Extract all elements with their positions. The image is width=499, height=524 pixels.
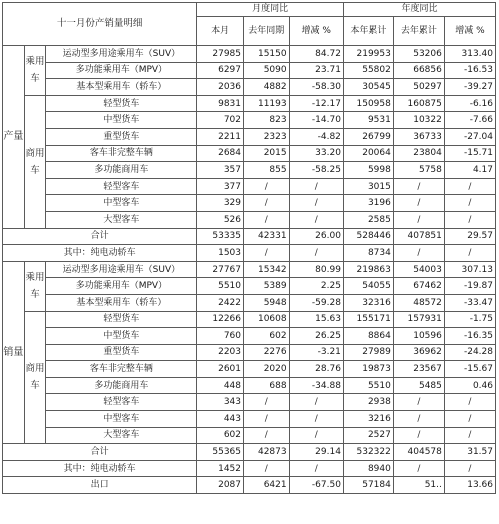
cell-yearly-change: 13.66: [444, 477, 495, 494]
cell-last-year-same: 5389: [244, 278, 290, 295]
table-row: [3, 444, 496, 461]
row-label: 中型客车: [46, 411, 197, 428]
row-label: 重型货车: [46, 128, 197, 145]
table-row: [3, 294, 496, 311]
cell-yearly-change: 29.57: [444, 228, 495, 245]
cell-monthly-change: -59.28: [289, 294, 343, 311]
cell-this-month: 53335: [197, 228, 244, 245]
cell-last-year-same: 5948: [244, 294, 290, 311]
cell-last-year-cum: /: [393, 211, 444, 228]
cell-yearly-change: /: [444, 245, 495, 262]
cell-this-month: 5510: [197, 278, 244, 295]
cell-last-year-cum: 404578: [393, 444, 444, 461]
cell-last-year-same: /: [244, 178, 290, 195]
cell-last-year-same: 11193: [244, 95, 290, 112]
cell-monthly-change: -12.17: [289, 95, 343, 112]
cell-this-month: 12266: [197, 311, 244, 328]
table-row: [3, 178, 496, 195]
table-row: [3, 394, 496, 411]
row-label: 客车非完整车辆: [46, 361, 197, 378]
cell-monthly-change: -67.50: [289, 477, 343, 494]
cell-this-year-cum: 19873: [343, 361, 393, 378]
cell-this-month: 27985: [197, 46, 244, 63]
cell-last-year-cum: 51..: [393, 477, 444, 494]
cell-yearly-change: /: [444, 427, 495, 444]
row-label: 重型货车: [46, 344, 197, 361]
row-label: 轻型客车: [46, 394, 197, 411]
table-row: [3, 112, 496, 129]
yearly-group-header: 年度同比: [343, 3, 495, 17]
table-row: [3, 145, 496, 162]
cell-monthly-change: /: [289, 178, 343, 195]
cell-this-month: 2211: [197, 128, 244, 145]
cell-last-year-cum: 157931: [393, 311, 444, 328]
cell-last-year-same: /: [244, 245, 290, 262]
cell-this-year-cum: 8940: [343, 460, 393, 477]
row-label: 中型客车: [46, 195, 197, 212]
col-last-year-cum: 去年累计: [393, 17, 444, 46]
table-row: [3, 195, 496, 212]
cell-yearly-change: /: [444, 211, 495, 228]
cell-yearly-change: /: [444, 411, 495, 428]
cell-last-year-cum: 48572: [393, 294, 444, 311]
cell-this-year-cum: 528446: [343, 228, 393, 245]
cell-this-month: 2203: [197, 344, 244, 361]
cell-this-year-cum: 219863: [343, 261, 393, 278]
cell-monthly-change: -58.30: [289, 79, 343, 96]
cell-this-year-cum: 26799: [343, 128, 393, 145]
cell-last-year-same: 2020: [244, 361, 290, 378]
cell-yearly-change: -1.75: [444, 311, 495, 328]
col-last-year-same: 去年同期: [244, 17, 290, 46]
cell-this-month: 602: [197, 427, 244, 444]
cell-this-month: 760: [197, 328, 244, 345]
cell-yearly-change: -6.16: [444, 95, 495, 112]
cell-last-year-same: 10608: [244, 311, 290, 328]
cell-last-year-cum: 53206: [393, 46, 444, 63]
row-label: 中型货车: [46, 112, 197, 129]
cell-this-month: 2684: [197, 145, 244, 162]
production-section-label: 产量: [3, 46, 25, 229]
cell-last-year-same: /: [244, 427, 290, 444]
cell-monthly-change: 80.99: [289, 261, 343, 278]
cell-last-year-same: 6421: [244, 477, 290, 494]
cell-monthly-change: /: [289, 460, 343, 477]
col-this-month: 本月: [197, 17, 244, 46]
cell-last-year-same: /: [244, 394, 290, 411]
table-row: [3, 460, 496, 477]
row-label: 轻型客车: [46, 178, 197, 195]
cell-this-month: 329: [197, 195, 244, 212]
cell-yearly-change: 31.57: [444, 444, 495, 461]
row-label: 多功能乘用车（MPV）: [46, 62, 197, 79]
cell-yearly-change: /: [444, 394, 495, 411]
row-label: 大型客车: [46, 427, 197, 444]
cell-this-month: 443: [197, 411, 244, 428]
table-row: [3, 361, 496, 378]
production-commercial-label: 商用车: [24, 95, 46, 228]
cell-last-year-same: 4882: [244, 79, 290, 96]
table-row: [3, 95, 496, 112]
cell-last-year-cum: 23567: [393, 361, 444, 378]
table-row: [3, 228, 496, 245]
cell-last-year-same: 602: [244, 328, 290, 345]
row-label: 客车非完整车辆: [46, 145, 197, 162]
cell-last-year-cum: 36733: [393, 128, 444, 145]
cell-monthly-change: -14.70: [289, 112, 343, 129]
cell-this-year-cum: 20064: [343, 145, 393, 162]
production-ev-label: 其中：纯电动轿车: [3, 245, 197, 262]
cell-this-year-cum: 3196: [343, 195, 393, 212]
cell-this-year-cum: 532322: [343, 444, 393, 461]
row-label: 中型货车: [46, 328, 197, 345]
table-row: [3, 278, 496, 295]
cell-last-year-same: 15150: [244, 46, 290, 63]
production-total-label: 合计: [3, 228, 197, 245]
cell-monthly-change: 29.14: [289, 444, 343, 461]
cell-last-year-same: 42873: [244, 444, 290, 461]
production-passenger-label: 乘用车: [24, 46, 46, 96]
cell-last-year-cum: 23804: [393, 145, 444, 162]
cell-yearly-change: -27.04: [444, 128, 495, 145]
cell-this-year-cum: 8864: [343, 328, 393, 345]
cell-yearly-change: 4.17: [444, 162, 495, 179]
row-label: 运动型多用途乘用车（SUV）: [46, 46, 197, 63]
cell-last-year-same: /: [244, 195, 290, 212]
sales-ev-label: 其中：纯电动轿车: [3, 460, 197, 477]
cell-this-year-cum: 54055: [343, 278, 393, 295]
cell-monthly-change: -3.21: [289, 344, 343, 361]
table-row: [3, 427, 496, 444]
cell-monthly-change: 26.00: [289, 228, 343, 245]
cell-last-year-same: 823: [244, 112, 290, 129]
row-label: 轻型货车: [46, 95, 197, 112]
table-row: [3, 344, 496, 361]
cell-this-year-cum: 27989: [343, 344, 393, 361]
table-row: [3, 162, 496, 179]
cell-monthly-change: 84.72: [289, 46, 343, 63]
cell-monthly-change: 15.63: [289, 311, 343, 328]
cell-monthly-change: /: [289, 427, 343, 444]
cell-last-year-same: 688: [244, 377, 290, 394]
cell-this-year-cum: 57184: [343, 477, 393, 494]
table-row: [3, 411, 496, 428]
cell-last-year-cum: 54003: [393, 261, 444, 278]
cell-this-month: 357: [197, 162, 244, 179]
cell-yearly-change: 307.13: [444, 261, 495, 278]
cell-this-month: 55365: [197, 444, 244, 461]
cell-last-year-cum: 66856: [393, 62, 444, 79]
cell-this-year-cum: 2527: [343, 427, 393, 444]
row-label: 多功能乘用车（MPV）: [46, 278, 197, 295]
sales-export-label: 出口: [3, 477, 197, 494]
cell-yearly-change: -15.67: [444, 361, 495, 378]
cell-last-year-same: /: [244, 211, 290, 228]
cell-monthly-change: 33.20: [289, 145, 343, 162]
row-label: 运动型多用途乘用车（SUV）: [46, 261, 197, 278]
cell-this-month: 343: [197, 394, 244, 411]
cell-last-year-same: 5090: [244, 62, 290, 79]
cell-monthly-change: -4.82: [289, 128, 343, 145]
sales-passenger-label: 乘用车: [24, 261, 46, 311]
cell-this-year-cum: 55802: [343, 62, 393, 79]
cell-yearly-change: -15.71: [444, 145, 495, 162]
cell-yearly-change: 0.46: [444, 377, 495, 394]
row-label: 大型客车: [46, 211, 197, 228]
cell-last-year-cum: 5485: [393, 377, 444, 394]
row-label: 多功能商用车: [46, 377, 197, 394]
cell-last-year-cum: /: [393, 394, 444, 411]
cell-this-year-cum: 5998: [343, 162, 393, 179]
cell-last-year-same: 2323: [244, 128, 290, 145]
cell-last-year-cum: 5758: [393, 162, 444, 179]
cell-last-year-cum: 50297: [393, 79, 444, 96]
col-monthly-change: 增减 %: [289, 17, 343, 46]
cell-this-month: 2422: [197, 294, 244, 311]
table-row: [3, 62, 496, 79]
sales-total-label: 合计: [3, 444, 197, 461]
row-label: 基本型乘用车（轿车）: [46, 294, 197, 311]
cell-yearly-change: -33.47: [444, 294, 495, 311]
cell-this-year-cum: 150958: [343, 95, 393, 112]
row-label: 多功能商用车: [46, 162, 197, 179]
cell-monthly-change: /: [289, 195, 343, 212]
cell-monthly-change: -34.88: [289, 377, 343, 394]
cell-last-year-same: /: [244, 411, 290, 428]
cell-monthly-change: 23.71: [289, 62, 343, 79]
table-row: [3, 79, 496, 96]
cell-monthly-change: 2.25: [289, 278, 343, 295]
monthly-group-header: 月度同比: [197, 3, 344, 17]
cell-yearly-change: /: [444, 178, 495, 195]
col-this-year-cum: 本年累计: [343, 17, 393, 46]
cell-last-year-cum: /: [393, 195, 444, 212]
table-row: [3, 261, 496, 278]
cell-this-month: 9831: [197, 95, 244, 112]
cell-this-month: 448: [197, 377, 244, 394]
cell-this-year-cum: 219953: [343, 46, 393, 63]
cell-last-year-cum: 160875: [393, 95, 444, 112]
cell-last-year-cum: /: [393, 178, 444, 195]
cell-this-year-cum: 3216: [343, 411, 393, 428]
cell-this-month: 377: [197, 178, 244, 195]
cell-last-year-cum: 67462: [393, 278, 444, 295]
cell-last-year-cum: 407851: [393, 228, 444, 245]
cell-monthly-change: 26.25: [289, 328, 343, 345]
table-row: [3, 377, 496, 394]
cell-last-year-same: /: [244, 460, 290, 477]
cell-monthly-change: /: [289, 245, 343, 262]
cell-monthly-change: /: [289, 394, 343, 411]
cell-yearly-change: -24.28: [444, 344, 495, 361]
table-row: [3, 211, 496, 228]
cell-last-year-same: 42331: [244, 228, 290, 245]
cell-last-year-same: 15342: [244, 261, 290, 278]
cell-this-month: 2601: [197, 361, 244, 378]
cell-this-year-cum: 9531: [343, 112, 393, 129]
cell-monthly-change: -58.25: [289, 162, 343, 179]
cell-last-year-same: 2276: [244, 344, 290, 361]
cell-this-year-cum: 5510: [343, 377, 393, 394]
cell-this-month: 27767: [197, 261, 244, 278]
table-row: [3, 46, 496, 63]
cell-monthly-change: 28.76: [289, 361, 343, 378]
table-row: [3, 477, 496, 494]
cell-this-month: 1503: [197, 245, 244, 262]
cell-this-year-cum: 155171: [343, 311, 393, 328]
cell-this-month: 1452: [197, 460, 244, 477]
sales-commercial-label: 商用车: [24, 311, 46, 444]
cell-last-year-cum: /: [393, 460, 444, 477]
table-row: [3, 328, 496, 345]
cell-last-year-same: 2015: [244, 145, 290, 162]
table-row: [3, 128, 496, 145]
cell-this-year-cum: 32316: [343, 294, 393, 311]
cell-this-month: 702: [197, 112, 244, 129]
cell-last-year-cum: 36962: [393, 344, 444, 361]
cell-last-year-cum: /: [393, 427, 444, 444]
cell-this-year-cum: 3015: [343, 178, 393, 195]
table-title: 十一月份产销量明细: [3, 3, 197, 46]
cell-last-year-cum: /: [393, 411, 444, 428]
cell-yearly-change: -39.27: [444, 79, 495, 96]
cell-this-month: 526: [197, 211, 244, 228]
cell-this-year-cum: 2938: [343, 394, 393, 411]
cell-yearly-change: 313.40: [444, 46, 495, 63]
row-label: 轻型货车: [46, 311, 197, 328]
cell-this-month: 2036: [197, 79, 244, 96]
cell-this-month: 2087: [197, 477, 244, 494]
row-label: 基本型乘用车（轿车）: [46, 79, 197, 96]
cell-yearly-change: -16.53: [444, 62, 495, 79]
cell-yearly-change: -19.87: [444, 278, 495, 295]
cell-yearly-change: /: [444, 195, 495, 212]
cell-yearly-change: -16.35: [444, 328, 495, 345]
cell-this-year-cum: 8734: [343, 245, 393, 262]
table-row: [3, 245, 496, 262]
cell-last-year-same: 855: [244, 162, 290, 179]
sales-section-label: 销量: [3, 261, 25, 444]
cell-yearly-change: -7.66: [444, 112, 495, 129]
cell-this-month: 6297: [197, 62, 244, 79]
production-sales-table: [2, 2, 496, 494]
cell-monthly-change: /: [289, 211, 343, 228]
cell-this-year-cum: 30545: [343, 79, 393, 96]
cell-this-year-cum: 2585: [343, 211, 393, 228]
cell-yearly-change: /: [444, 460, 495, 477]
cell-last-year-cum: 10596: [393, 328, 444, 345]
col-yearly-change: 增减 %: [444, 17, 495, 46]
cell-last-year-cum: /: [393, 245, 444, 262]
cell-last-year-cum: 10322: [393, 112, 444, 129]
table-row: [3, 311, 496, 328]
cell-monthly-change: /: [289, 411, 343, 428]
